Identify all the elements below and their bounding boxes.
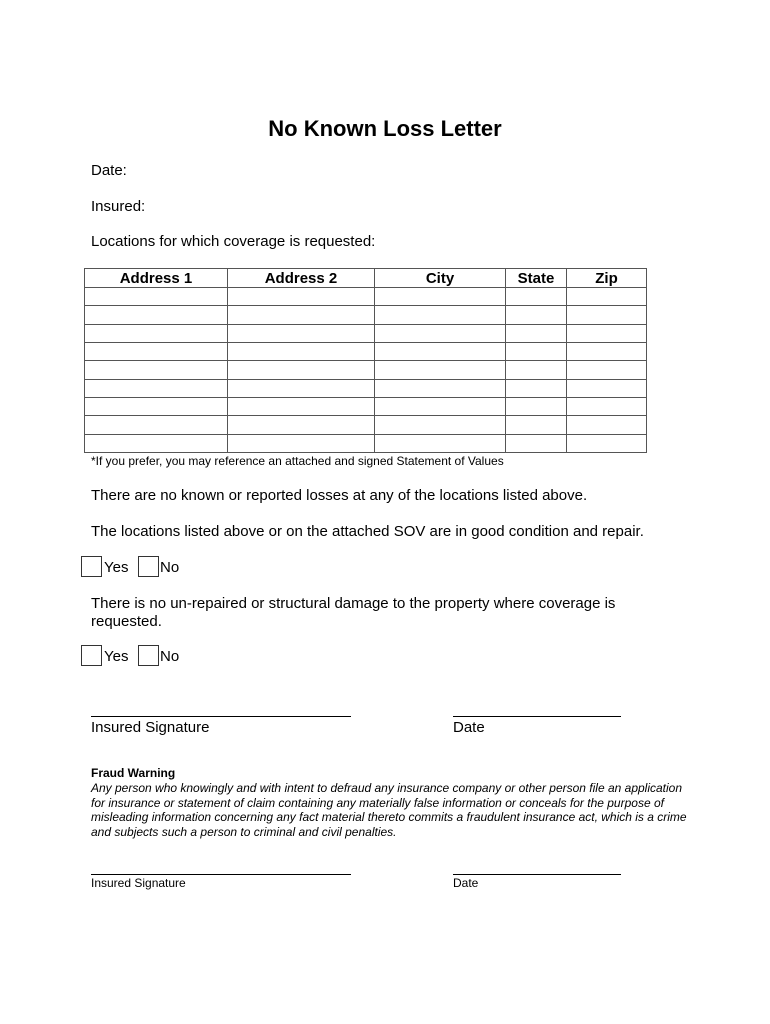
statement-good-condition: The locations listed above or on the attached SOV are in good condition and repair. [91, 523, 644, 540]
date-line-2[interactable] [453, 874, 621, 875]
table-cell[interactable] [506, 342, 567, 360]
table-cell[interactable] [506, 416, 567, 434]
header-zip: Zip [567, 269, 647, 288]
checkbox-condition-no[interactable] [138, 556, 159, 577]
label-damage-no: No [160, 648, 180, 665]
table-cell[interactable] [567, 379, 647, 397]
table-cell[interactable] [375, 342, 506, 360]
table-cell[interactable] [228, 434, 375, 452]
table-cell[interactable] [506, 361, 567, 379]
table-row [85, 306, 647, 324]
table-cell[interactable] [85, 416, 228, 434]
footnote: *If you prefer, you may reference an attached and signed Statement of Values [91, 454, 504, 468]
date-line-1[interactable] [453, 716, 621, 717]
locations-label: Locations for which coverage is requested: [91, 233, 376, 250]
table-header-row [85, 269, 647, 288]
header-address-2: Address 2 [228, 269, 375, 288]
table-cell[interactable] [506, 288, 567, 306]
date-label-2: Date [453, 876, 479, 890]
header-address-1: Address 1 [85, 269, 228, 288]
insured-signature-label-1: Insured Signature [91, 719, 210, 736]
table-cell[interactable] [85, 324, 228, 342]
table-row [85, 379, 647, 397]
table-cell[interactable] [85, 342, 228, 360]
table-cell[interactable] [85, 306, 228, 324]
table-cell[interactable] [506, 397, 567, 415]
table-cell[interactable] [228, 397, 375, 415]
label-condition-yes: Yes [104, 559, 129, 576]
date-label: Date: [91, 162, 127, 179]
table-cell[interactable] [567, 416, 647, 434]
table-cell[interactable] [375, 324, 506, 342]
table-cell[interactable] [567, 324, 647, 342]
table-cell[interactable] [228, 342, 375, 360]
table-row [85, 397, 647, 415]
table-row [85, 434, 647, 452]
insured-signature-line-1[interactable] [91, 716, 351, 717]
table-cell[interactable] [567, 434, 647, 452]
table-cell[interactable] [375, 397, 506, 415]
fraud-warning-title: Fraud Warning [91, 766, 176, 780]
table-cell[interactable] [567, 361, 647, 379]
insured-signature-line-2[interactable] [91, 874, 351, 875]
table-cell[interactable] [228, 379, 375, 397]
table-cell[interactable] [228, 324, 375, 342]
table-cell[interactable] [375, 379, 506, 397]
checkbox-damage-no[interactable] [138, 645, 159, 666]
table-row [85, 342, 647, 360]
table-cell[interactable] [375, 306, 506, 324]
table-row [85, 416, 647, 434]
table-row [85, 324, 647, 342]
table-cell[interactable] [375, 288, 506, 306]
header-state: State [506, 269, 567, 288]
checkbox-damage-yes[interactable] [81, 645, 102, 666]
table-cell[interactable] [567, 397, 647, 415]
table-cell[interactable] [85, 434, 228, 452]
table-cell[interactable] [228, 288, 375, 306]
table-cell[interactable] [567, 342, 647, 360]
table-cell[interactable] [375, 361, 506, 379]
table-row [85, 361, 647, 379]
table-cell[interactable] [85, 379, 228, 397]
table-row [85, 288, 647, 306]
header-city: City [375, 269, 506, 288]
fraud-warning-text: Any person who knowingly and with intent to defraud any insurance company or other person file an application for insurance or statement of claim containing any materially false information or conceals for the purpose of misleading information concerning any fact material thereto commits a fraudulent insurance act, which is a crime and subjects such a person to criminal and civil penalties. [91, 781, 687, 840]
table-cell[interactable] [506, 324, 567, 342]
statement-no-damage: There is no un-repaired or structural damage to the property where coverage is requested. [91, 595, 616, 630]
table-cell[interactable] [375, 416, 506, 434]
label-condition-no: No [160, 559, 180, 576]
date-label-1: Date [453, 719, 485, 736]
table-cell[interactable] [228, 416, 375, 434]
table-cell[interactable] [375, 434, 506, 452]
statement-no-losses: There are no known or reported losses at any of the locations listed above. [91, 487, 588, 504]
locations-table [84, 268, 647, 453]
table-cell[interactable] [228, 361, 375, 379]
table-cell[interactable] [567, 306, 647, 324]
table-cell[interactable] [506, 306, 567, 324]
checkbox-condition-yes[interactable] [81, 556, 102, 577]
table-body [85, 288, 647, 453]
page-title: No Known Loss Letter [268, 116, 502, 141]
insured-signature-label-2: Insured Signature [91, 876, 186, 890]
table-cell[interactable] [85, 397, 228, 415]
table-cell[interactable] [228, 306, 375, 324]
label-damage-yes: Yes [104, 648, 129, 665]
table-cell[interactable] [85, 288, 228, 306]
table-cell[interactable] [506, 379, 567, 397]
table-cell[interactable] [85, 361, 228, 379]
insured-label: Insured: [91, 198, 146, 215]
table-cell[interactable] [506, 434, 567, 452]
table-cell[interactable] [567, 288, 647, 306]
